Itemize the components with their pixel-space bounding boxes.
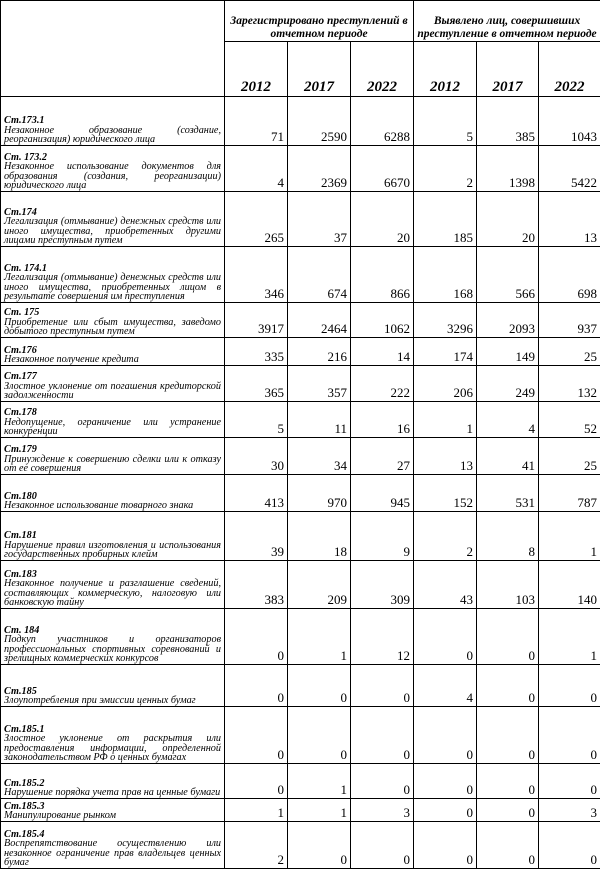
article-cell: [1, 97, 225, 146]
value-cell: 0: [539, 707, 600, 764]
value-cell: 25: [539, 438, 600, 475]
value-cell: 0: [225, 609, 288, 665]
year-header: 2022: [351, 42, 414, 97]
article-number: Ст.183: [4, 570, 221, 580]
article-number: Ст. 184: [4, 626, 221, 636]
value-cell: 0: [477, 822, 539, 869]
article-description: Незаконное получение и разглашение сведений, составляющих коммерческую, налоговую или банковскую тайну: [4, 578, 221, 608]
article-number: Ст.185.4: [4, 830, 221, 840]
value-cell: 39: [225, 512, 288, 561]
article-description: Недопущение, ограничение или устранение конкуренции: [4, 417, 221, 438]
registered-crimes-header: Зарегистрировано преступлений в отчетном периоде: [225, 1, 414, 42]
article-number: Ст.185: [4, 687, 221, 697]
article-cell: [1, 707, 225, 764]
value-cell: 216: [288, 338, 351, 366]
article-number: Ст.174: [4, 208, 221, 218]
value-cell: 309: [351, 561, 414, 609]
table-row: [1, 146, 600, 192]
value-cell: 0: [288, 707, 351, 764]
article-number: Ст.180: [4, 492, 221, 502]
article-number: Ст.185.3: [4, 802, 221, 812]
article-description: Легализация (отмывание) денежных средств или иного имущества, приобретенных лицом в результате совершения им преступления: [4, 272, 221, 302]
article-cell: [1, 303, 225, 338]
article-description: Приобретение или сбыт имущества, заведомо добытого преступным путем: [4, 317, 221, 338]
value-cell: 6670: [351, 146, 414, 192]
table-row: [1, 512, 600, 561]
value-cell: 2: [414, 512, 477, 561]
value-cell: 1398: [477, 146, 539, 192]
article-number: Ст.181: [4, 531, 221, 541]
article-cell: [1, 764, 225, 799]
value-cell: 152: [414, 475, 477, 512]
value-cell: 25: [539, 338, 600, 366]
value-cell: 0: [539, 665, 600, 707]
value-cell: 3296: [414, 303, 477, 338]
value-cell: 0: [351, 764, 414, 799]
value-cell: 2464: [288, 303, 351, 338]
value-cell: 3: [539, 799, 600, 822]
value-cell: 0: [225, 665, 288, 707]
value-cell: 346: [225, 247, 288, 303]
year-header: 2017: [288, 42, 351, 97]
value-cell: 0: [477, 609, 539, 665]
article-cell: [1, 561, 225, 609]
value-cell: 970: [288, 475, 351, 512]
article-number: Ст.173.1: [4, 116, 221, 126]
value-cell: 6288: [351, 97, 414, 146]
header-corner-cell: [1, 1, 225, 97]
value-cell: 1: [414, 402, 477, 438]
article-description: Нарушение порядка учета прав на ценные бумаги: [4, 787, 220, 798]
article-cell: [1, 366, 225, 402]
value-cell: 0: [288, 822, 351, 869]
value-cell: 8: [477, 512, 539, 561]
article-cell: [1, 512, 225, 561]
value-cell: 1: [225, 799, 288, 822]
value-cell: 787: [539, 475, 600, 512]
value-cell: 265: [225, 192, 288, 247]
article-description: Незаконное получение кредита: [4, 354, 139, 365]
value-cell: 357: [288, 366, 351, 402]
table-row: [1, 338, 600, 366]
value-cell: 0: [225, 707, 288, 764]
article-number: Ст.178: [4, 408, 221, 418]
table-row: [1, 247, 600, 303]
value-cell: 365: [225, 366, 288, 402]
article-cell: [1, 402, 225, 438]
value-cell: 20: [351, 192, 414, 247]
value-cell: 335: [225, 338, 288, 366]
value-cell: 37: [288, 192, 351, 247]
year-header: 2017: [477, 42, 539, 97]
value-cell: 13: [539, 192, 600, 247]
value-cell: 0: [477, 764, 539, 799]
value-cell: 71: [225, 97, 288, 146]
identified-persons-header: Выявлено лиц, совершивших преступление в отчетном периоде: [414, 1, 600, 42]
article-cell: [1, 822, 225, 869]
value-cell: 5: [225, 402, 288, 438]
article-description: Воспрепятствование осуществлению или незаконное ограничение прав владельцев ценных бумаг: [4, 838, 221, 868]
value-cell: 413: [225, 475, 288, 512]
article-cell: [1, 438, 225, 475]
value-cell: 222: [351, 366, 414, 402]
value-cell: 4: [225, 146, 288, 192]
value-cell: 3: [351, 799, 414, 822]
table-row: [1, 561, 600, 609]
table-row: [1, 192, 600, 247]
value-cell: 383: [225, 561, 288, 609]
value-cell: 9: [351, 512, 414, 561]
value-cell: 12: [351, 609, 414, 665]
value-cell: 385: [477, 97, 539, 146]
value-cell: 1: [539, 609, 600, 665]
value-cell: 174: [414, 338, 477, 366]
value-cell: 20: [477, 192, 539, 247]
value-cell: 14: [351, 338, 414, 366]
value-cell: 206: [414, 366, 477, 402]
table-row: [1, 799, 600, 822]
value-cell: 52: [539, 402, 600, 438]
article-description: Подкуп участников и организаторов профессиональных спортивных соревнований и зрелищных коммерческих конкурсов: [4, 634, 221, 664]
value-cell: 132: [539, 366, 600, 402]
value-cell: 1062: [351, 303, 414, 338]
value-cell: 0: [351, 822, 414, 869]
article-cell: [1, 609, 225, 665]
value-cell: 2: [225, 822, 288, 869]
value-cell: 0: [288, 665, 351, 707]
value-cell: 0: [477, 799, 539, 822]
value-cell: 0: [225, 764, 288, 799]
value-cell: 5: [414, 97, 477, 146]
value-cell: 0: [351, 665, 414, 707]
value-cell: 0: [351, 707, 414, 764]
table-row: [1, 303, 600, 338]
value-cell: 209: [288, 561, 351, 609]
value-cell: 149: [477, 338, 539, 366]
article-cell: [1, 192, 225, 247]
article-cell: [1, 475, 225, 512]
value-cell: 531: [477, 475, 539, 512]
table-header: [1, 1, 600, 97]
value-cell: 4: [414, 665, 477, 707]
table-row: [1, 707, 600, 764]
article-description: Злостное уклонение от раскрытия или предоставления информации, определенной законодательством РФ о ценных бумагах: [4, 733, 221, 763]
article-cell: [1, 799, 225, 822]
value-cell: 1: [288, 764, 351, 799]
value-cell: 30: [225, 438, 288, 475]
year-header: 2012: [414, 42, 477, 97]
table-row: [1, 402, 600, 438]
article-description: Нарушение правил изготовления и использования государственных пробирных клейм: [4, 540, 221, 561]
table-row: [1, 97, 600, 146]
value-cell: 1: [288, 609, 351, 665]
article-number: Ст. 173.2: [4, 153, 221, 163]
table-row: [1, 665, 600, 707]
article-description: Незаконное образование (создание, реорганизация) юридического лица: [4, 125, 221, 146]
value-cell: 140: [539, 561, 600, 609]
value-cell: 0: [539, 822, 600, 869]
value-cell: 43: [414, 561, 477, 609]
article-number: Ст.177: [4, 372, 221, 382]
table-row: [1, 438, 600, 475]
value-cell: 5422: [539, 146, 600, 192]
table-row: [1, 822, 600, 869]
value-cell: 0: [477, 665, 539, 707]
table-row: [1, 764, 600, 799]
table-row: [1, 475, 600, 512]
value-cell: 1: [288, 799, 351, 822]
year-header: 2022: [539, 42, 600, 97]
value-cell: 249: [477, 366, 539, 402]
value-cell: 0: [414, 799, 477, 822]
value-cell: 34: [288, 438, 351, 475]
value-cell: 866: [351, 247, 414, 303]
value-cell: 185: [414, 192, 477, 247]
value-cell: 674: [288, 247, 351, 303]
value-cell: 937: [539, 303, 600, 338]
value-cell: 1: [539, 512, 600, 561]
value-cell: 0: [414, 707, 477, 764]
value-cell: 0: [414, 822, 477, 869]
article-cell: [1, 146, 225, 192]
article-number: Ст.185.1: [4, 725, 221, 735]
value-cell: 16: [351, 402, 414, 438]
value-cell: 698: [539, 247, 600, 303]
value-cell: 0: [414, 609, 477, 665]
article-description: Злостное уклонение от погашения кредиторской задолженности: [4, 381, 221, 402]
article-cell: [1, 247, 225, 303]
article-cell: [1, 338, 225, 366]
value-cell: 0: [414, 764, 477, 799]
article-number: Ст.185.2: [4, 779, 221, 789]
value-cell: 2369: [288, 146, 351, 192]
article-description: Легализация (отмывание) денежных средств или иного имущества, приобретенных другими лицами преступным путем: [4, 216, 221, 246]
value-cell: 0: [477, 707, 539, 764]
value-cell: 0: [539, 764, 600, 799]
article-description: Незаконное использование документов для образования (создания, реорганизации) юридического лица: [4, 161, 221, 191]
article-number: Ст. 174.1: [4, 264, 221, 274]
value-cell: 11: [288, 402, 351, 438]
value-cell: 27: [351, 438, 414, 475]
article-number: Ст.179: [4, 445, 221, 455]
article-description: Злоупотребления при эмиссии ценных бумаг: [4, 695, 196, 706]
value-cell: 103: [477, 561, 539, 609]
value-cell: 2590: [288, 97, 351, 146]
value-cell: 18: [288, 512, 351, 561]
table-row: [1, 609, 600, 665]
table-row: [1, 366, 600, 402]
value-cell: 2093: [477, 303, 539, 338]
value-cell: 945: [351, 475, 414, 512]
article-number: Ст. 175: [4, 308, 221, 318]
article-description: Манипулирование рынком: [4, 810, 116, 821]
value-cell: 168: [414, 247, 477, 303]
value-cell: 4: [477, 402, 539, 438]
year-header: 2012: [225, 42, 288, 97]
article-cell: [1, 665, 225, 707]
table-body: [1, 97, 600, 869]
value-cell: 566: [477, 247, 539, 303]
article-description: Незаконное использование товарного знака: [4, 500, 193, 511]
value-cell: 2: [414, 146, 477, 192]
value-cell: 3917: [225, 303, 288, 338]
value-cell: 13: [414, 438, 477, 475]
article-number: Ст.176: [4, 346, 221, 356]
value-cell: 41: [477, 438, 539, 475]
value-cell: 1043: [539, 97, 600, 146]
article-description: Принуждение к совершению сделки или к отказу от ее совершения: [4, 454, 221, 475]
